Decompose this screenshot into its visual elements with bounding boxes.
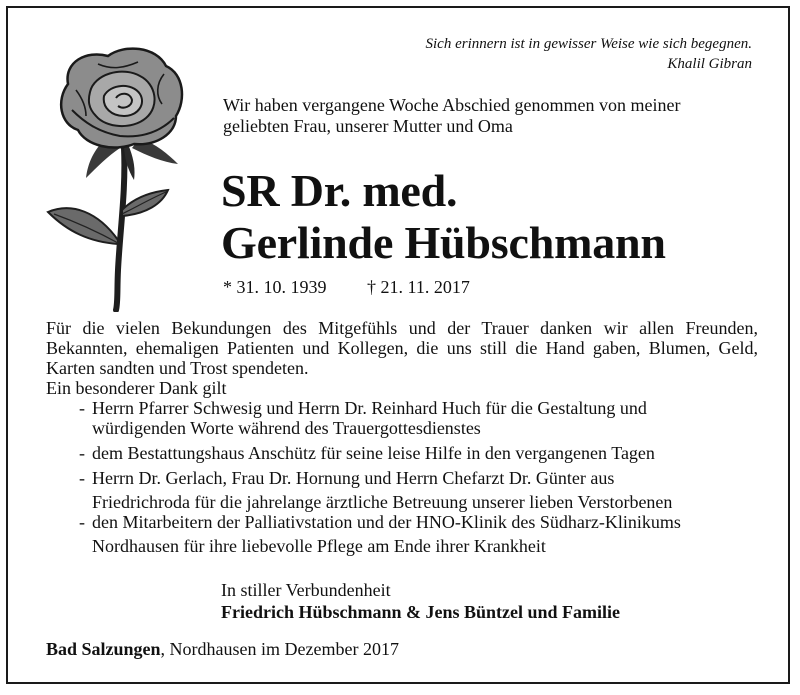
place-city: Bad Salzungen bbox=[46, 639, 161, 659]
deceased-fullname: Gerlinde Hübschmann bbox=[221, 217, 666, 268]
list-item-line-2: würdigenden Worte während des Trauergottesdienstes bbox=[92, 418, 481, 438]
list-item bbox=[79, 443, 758, 463]
thanks-paragraph: Für die vielen Bekundungen des Mitgefühls und der Trauer danken wir allen Freunden, Bekannten, ehemaligen Patienten und Kollegen, die uns still die Hand gaben, Blumen, Geld, Karten sandten und Trost spendeten. bbox=[46, 318, 758, 378]
deceased-title: SR Dr. med. bbox=[221, 165, 458, 216]
place-and-date bbox=[46, 638, 399, 660]
closing-phrase: In stiller Verbundenheit bbox=[221, 580, 391, 600]
list-item bbox=[79, 468, 758, 512]
life-dates bbox=[223, 276, 470, 298]
special-thanks-intro: Ein besonderer Dank gilt bbox=[46, 378, 227, 398]
closing bbox=[221, 579, 620, 623]
list-item bbox=[79, 398, 758, 438]
intro-line-1: Wir haben vergangene Woche Abschied genommen von meiner bbox=[223, 95, 681, 115]
list-item bbox=[79, 512, 758, 556]
deceased-name bbox=[221, 165, 666, 269]
epigraph-author: Khalil Gibran bbox=[667, 56, 752, 72]
list-item-line-1: - Herrn Pfarrer Schwesig und Herrn Dr. Reinhard Huch für die Gestaltung und bbox=[92, 398, 647, 418]
birth-date: * 31. 10. 1939 bbox=[223, 277, 327, 297]
list-item-line-1: - den Mitarbeitern der Palliativstation und der HNO-Klinik des Südharz-Klinikums bbox=[92, 512, 681, 532]
death-date: † 21. 11. 2017 bbox=[367, 277, 470, 297]
thanks-section bbox=[46, 318, 758, 556]
list-item-line-1: - Herrn Dr. Gerlach, Frau Dr. Hornung und Herrn Chefarzt Dr. Günter aus bbox=[92, 468, 615, 488]
epigraph-text: Sich erinnern ist in gewisser Weise wie sich begegnen. bbox=[425, 36, 752, 52]
rose-icon bbox=[28, 40, 206, 312]
thanks-list bbox=[79, 398, 758, 556]
intro-text bbox=[223, 95, 743, 137]
list-item-line-2: Friedrichroda für die jahrelange ärztliche Betreuung unserer lieben Verstorbenen bbox=[92, 492, 673, 512]
list-item-line-1: - dem Bestattungshaus Anschütz für seine leise Hilfe in den vergangenen Tagen bbox=[92, 443, 655, 463]
intro-line-2: geliebten Frau, unserer Mutter und Oma bbox=[223, 116, 513, 136]
list-item-line-2: Nordhausen für ihre liebevolle Pflege am Ende ihrer Krankheit bbox=[92, 536, 546, 556]
mourner-names: Friedrich Hübschmann & Jens Büntzel und Familie bbox=[221, 602, 621, 622]
place-rest: , Nordhausen im Dezember 2017 bbox=[160, 639, 399, 659]
epigraph bbox=[426, 34, 752, 74]
